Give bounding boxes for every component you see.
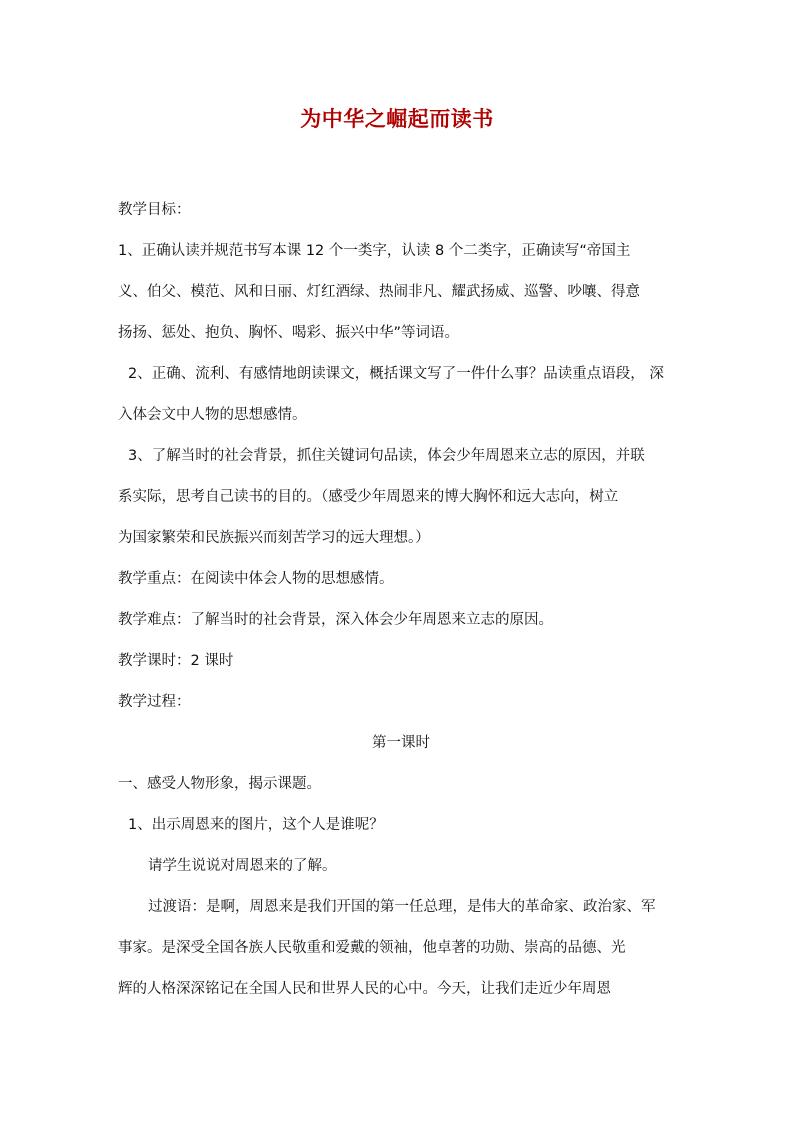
lesson-heading: 第一课时: [372, 735, 430, 751]
objective-1-line-1: 1、正确认读并规范书写本课 12 个一类字，认读 8 个二类字，正确读写“帝国主: [118, 243, 631, 259]
transition-line-2: 事家。是深受全国各族人民敬重和爱戴的领袖，他卓著的功勋、崇高的品德、光: [118, 940, 626, 956]
objective-3-line-3: 为国家繁荣和民族振兴而刻苦学习的远大理想。）: [118, 530, 430, 546]
key-point: 教学重点：在阅读中体会人物的思想感情。: [118, 571, 394, 587]
transition-line-3: 辉的人格深深铭记在全国人民和世界人民的心中。今天，让我们走近少年周恩: [118, 981, 611, 997]
objective-3-line-2: 系实际，思考自己读书的目的。（感受少年周恩来的博大胸怀和远大志向，树立: [118, 489, 619, 505]
objective-2-line-2: 入体会文中人物的思想感情。: [118, 407, 307, 423]
step-1-heading: 一、感受人物形象，揭示课题。: [118, 776, 321, 792]
step-1-item-1: 1、出示周恩来的图片，这个人是谁呢？: [128, 817, 384, 833]
objective-2-line-1: 2、正确、流利、有感情地朗读课文，概括课文写了一件什么事？品读重点语段， 深: [128, 366, 664, 382]
step-1-item-1-detail: 请学生说说对周恩来的了解。: [148, 858, 337, 874]
section-heading-process: 教学过程：: [118, 694, 191, 710]
objective-1-line-2: 义、伯父、模范、风和日丽、灯红酒绿、热闹非凡、耀武扬威、巡警、吵嚷、得意: [118, 284, 640, 300]
objective-1-line-3: 扬扬、惩处、抱负、胸怀、喝彩、振兴中华”等词语。: [118, 325, 460, 341]
section-heading-objectives: 教学目标：: [118, 202, 191, 218]
class-hours: 教学课时：2 课时: [118, 653, 234, 669]
objective-3-line-1: 3、了解当时的社会背景，抓住关键词句品读，体会少年周恩来立志的原因，并联: [128, 448, 645, 464]
difficult-point: 教学难点：了解当时的社会背景，深入体会少年周恩来立志的原因。: [118, 612, 553, 628]
document-title: 为中华之崛起而读书: [300, 107, 494, 131]
document-body: [118, 190, 684, 1010]
transition-line-1: 过渡语：是啊，周恩来是我们开国的第一任总理，是伟大的革命家、政治家、军: [148, 899, 656, 915]
